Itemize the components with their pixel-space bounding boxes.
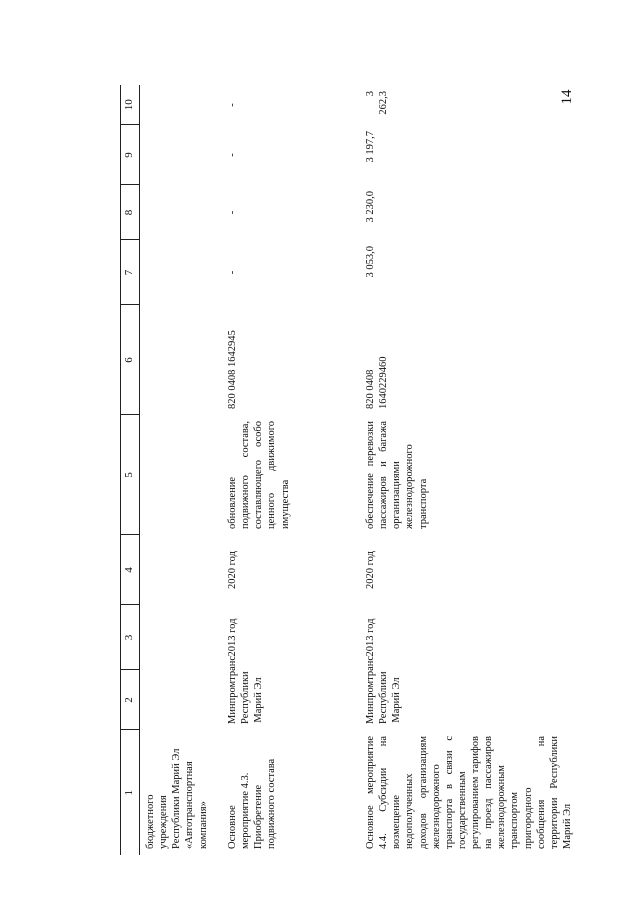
- table-header-row: [121, 85, 140, 855]
- cell-value-9: 3 197,7: [365, 131, 376, 163]
- cell-start-year: [140, 605, 223, 670]
- cell-start-year: 2013 год: [227, 618, 238, 657]
- cell-value-9: -: [227, 153, 238, 157]
- table-row: [222, 85, 360, 855]
- cell-responsible: Минпромтранс Республики Марий Эл: [227, 655, 265, 724]
- program-activities-table: [120, 85, 600, 855]
- cell-value-10: -: [227, 103, 238, 107]
- column-header-3: 3: [121, 605, 140, 670]
- cell-activity-name: бюджетного учреждения Республики Марий Эл «Автотранспортная компания»: [145, 748, 209, 849]
- cell-activity-name: Основное мероприятие 4.3. Приобретение подвижного состава: [227, 758, 278, 849]
- cell-start-year: 2013 год: [365, 618, 376, 657]
- column-header-6: 6: [121, 305, 140, 415]
- cell-budget-code: [140, 305, 223, 415]
- column-header-1: 1: [121, 730, 140, 855]
- cell-end-year: 2020 год: [365, 551, 376, 589]
- column-header-9: 9: [121, 125, 140, 185]
- column-header-2: 2: [121, 670, 140, 730]
- column-header-10: 10: [121, 85, 140, 125]
- cell-end-year: [140, 535, 223, 605]
- cell-responsible: Минпромтранс Республики Марий Эл: [365, 655, 403, 724]
- cell-budget-code: 820 0408 1640229460: [365, 356, 390, 409]
- table-row: [140, 85, 223, 855]
- page-number: 14: [559, 89, 575, 105]
- cell-budget-code: 820 0408 1642945: [227, 330, 238, 409]
- cell-value-7: -: [227, 270, 238, 275]
- column-header-8: 8: [121, 185, 140, 240]
- cell-value-8: 3 230,0: [365, 191, 376, 223]
- cell-value-8: -: [227, 210, 238, 215]
- column-header-7: 7: [121, 240, 140, 305]
- cell-expected-result: [140, 415, 223, 535]
- cell-value-10: [140, 85, 223, 125]
- cell-end-year: 2020 год: [227, 551, 238, 589]
- column-header-5: 5: [121, 415, 140, 535]
- table-row: [360, 85, 600, 855]
- cell-value-9: [140, 125, 223, 185]
- rotated-page-content: [120, 85, 590, 855]
- cell-responsible: [140, 670, 223, 730]
- column-header-4: 4: [121, 535, 140, 605]
- cell-expected-result: обновление подвижного состава, составляющего особо ценного движимого имущества: [227, 421, 291, 529]
- cell-value-10: 3 262,3: [365, 91, 390, 115]
- cell-value-7: 3 053,0: [365, 246, 376, 278]
- cell-activity-name: Основное мероприятие 4.4. Субсидии на возмещение недополученных доходов организациям железнодорожного транспорта в связи с государственным регулированием тарифов на проезд пассажиров железнодорожным транспортом пригородного сообщения на территории Республики Марий Эл: [365, 736, 573, 849]
- cell-value-7: [140, 240, 223, 305]
- cell-expected-result: обеспечение перевозки пассажиров и багажа организациями железнодорожного транспорта: [365, 421, 429, 529]
- cell-value-8: [140, 185, 223, 240]
